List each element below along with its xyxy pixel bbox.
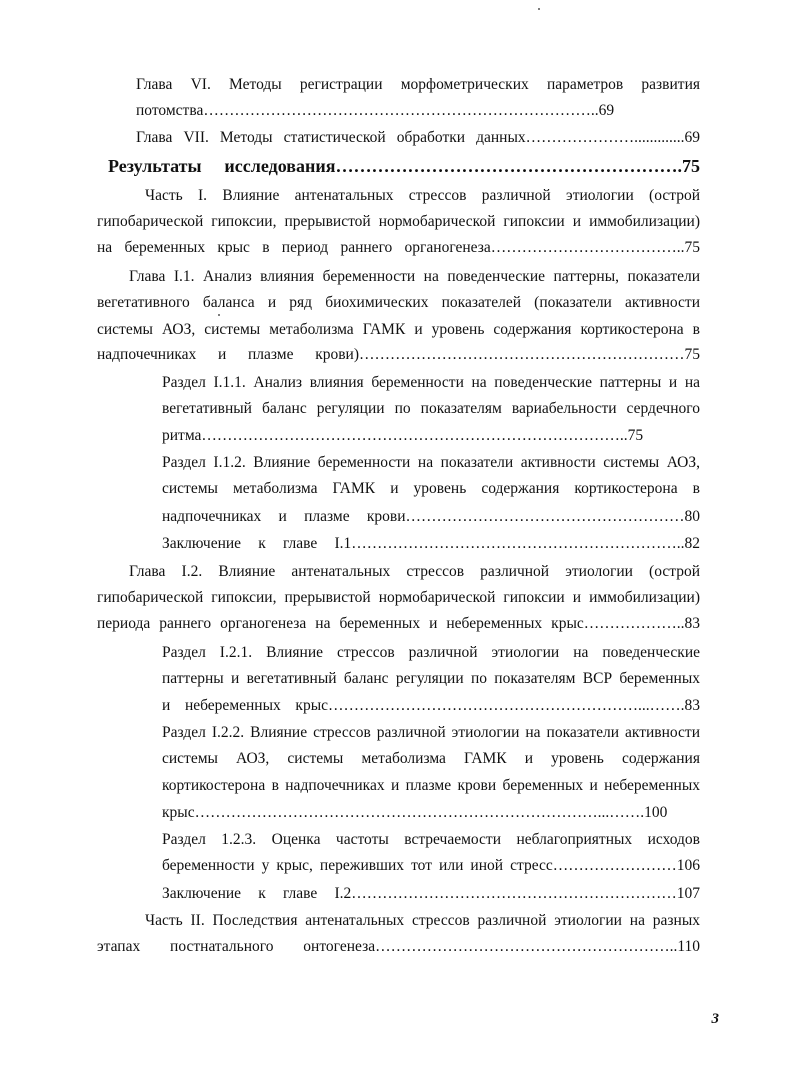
toc-line: Глава I.1. Анализ влияния беременности на поведенческие паттерны, показатели [129, 268, 700, 285]
toc-line: Часть II. Последствия антенатальных стрессов различной этиологии на разных [145, 912, 700, 929]
toc-line: Часть I. Влияние антенатальных стрессов различной этиологии (острой [145, 187, 700, 204]
scan-speck [538, 8, 540, 10]
page-number: 3 [711, 1011, 719, 1027]
toc-line: этапах постнатального онтогенеза…………………………………………………..110 [97, 938, 700, 955]
toc-line: системы АОЗ, системы метаболизма ГАМК и уровень содержания кортикостерона в [97, 321, 700, 338]
toc-line: Заключение к главе I.1………………………………………………………..82 [162, 535, 700, 552]
toc-line: на беременных крыс в период раннего органогенеза………………………………..75 [97, 239, 700, 256]
toc-line: Раздел 1.2.3. Оценка частоты встречаемости неблагоприятных исходов [162, 831, 700, 848]
toc-line: гипобарической гипоксии, прерывистой нормобарической гипоксии и иммобилизации) [97, 589, 700, 606]
toc-line: гипобарической гипоксии, прерывистой нормобарической гипоксии и иммобилизации) [97, 213, 700, 230]
toc-line: Глава VI. Методы регистрации морфометрических параметров развития [136, 76, 700, 93]
toc-line: Глава VII. Методы статистической обработки данных………………….............69 [136, 129, 700, 146]
toc-line: крыс……………………………………………………………………...…….100 [162, 804, 668, 821]
toc-line: беременности у крыс, переживших тот или иной стресс……………………106 [162, 857, 700, 874]
toc-line: Раздел I.1.1. Анализ влияния беременности на поведенческие паттерны и на [162, 374, 700, 391]
toc-line: вегетативного баланса и ряд биохимических показателей (показатели активности [97, 294, 700, 311]
toc-line: кортикостерона в надпочечниках и плазме крови беременных и небеременных [162, 777, 700, 794]
section-heading: Результаты исследования………………………………………………….75 [108, 156, 700, 176]
toc-line: Глава I.2. Влияние антенатальных стрессов различной этиологии (острой [129, 563, 700, 580]
toc-line: периода раннего органогенеза на беременных и небеременных крыс………………..83 [97, 615, 700, 632]
toc-line: и небеременных крыс……………………………………………………...…….83 [162, 697, 700, 714]
toc-line: надпочечниках и плазме крови………………………………………………80 [162, 508, 700, 525]
toc-line: паттерны и вегетативный баланс регуляции по показателям ВСР беременных [162, 670, 700, 687]
toc-line: Раздел I.2.1. Влияние стрессов различной этиологии на поведенческие [162, 644, 700, 661]
toc-line: надпочечниках и плазме крови)………………………………………………………75 [97, 346, 700, 363]
toc-line: системы метаболизма ГАМК и уровень содержания кортикостерона в [162, 480, 700, 497]
toc-line: ритма………………………………………………………………………..75 [162, 427, 644, 444]
toc-line: потомства…………………………………………………………………..69 [136, 102, 615, 119]
toc-line: Раздел I.2.2. Влияние стрессов различной этиологии на показатели активности [162, 724, 700, 741]
scan-speck [218, 314, 220, 316]
toc-line: Раздел I.1.2. Влияние беременности на показатели активности системы АОЗ, [162, 454, 700, 471]
toc-line: вегетативный баланс регуляции по показателям вариабельности сердечного [162, 400, 700, 417]
toc-line: Заключение к главе I.2………………………………………………………107 [162, 885, 700, 902]
toc-line: системы АОЗ, системы метаболизма ГАМК и уровень содержания [162, 750, 700, 767]
